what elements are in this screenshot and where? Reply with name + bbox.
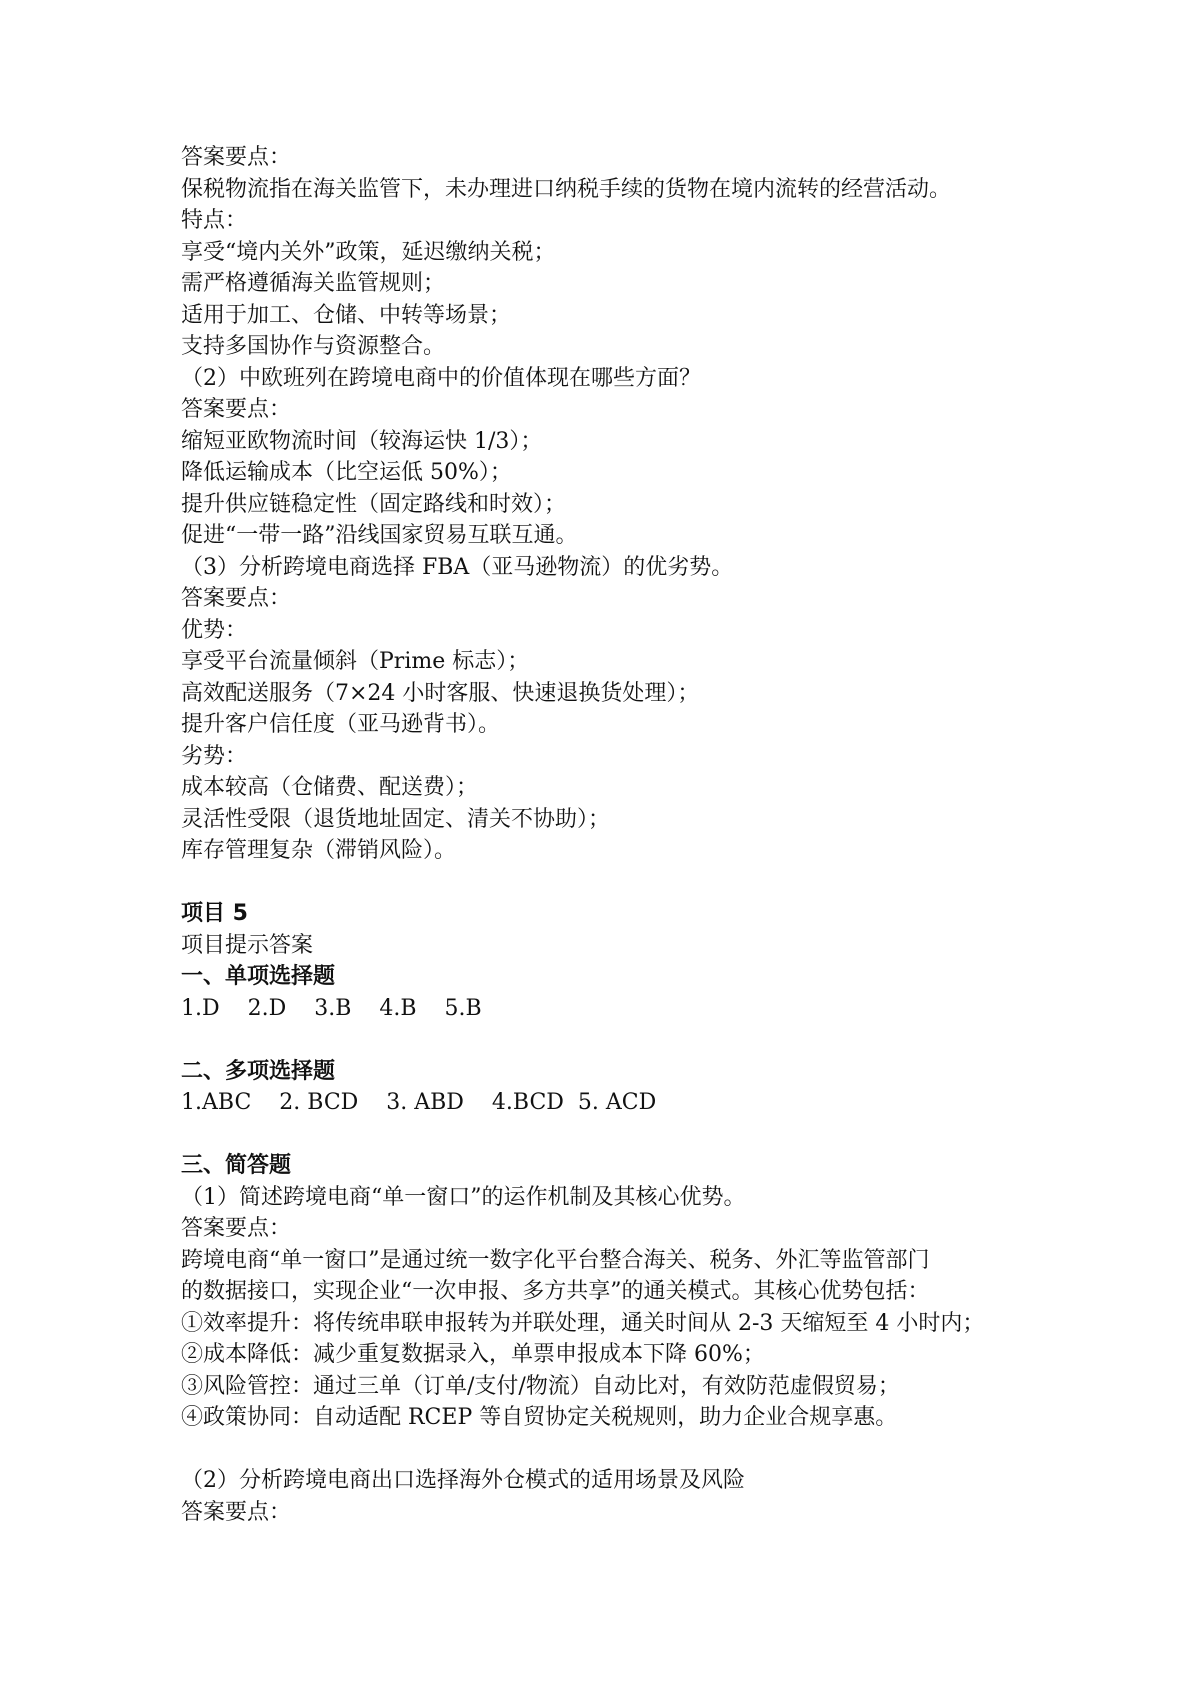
short-answer-question-1: （1）简述跨境电商“单一窗口”的运作机制及其核心优势。 [181, 1184, 746, 1210]
answer-label: 答案要点： [181, 586, 292, 611]
core-advantage-item: ④政策协同：自动适配 RCEP 等自贸协定关税规则，助力企业合规享惠。 [181, 1405, 898, 1430]
core-advantage-item: ②成本降低：减少重复数据录入，单票申报成本下降 60%； [181, 1342, 765, 1367]
feature-item: 享受“境内关外”政策，延迟缴纳关税； [181, 239, 556, 265]
answer-point: 提升供应链稳定性（固定路线和时效）； [181, 491, 567, 517]
document-content [181, 142, 1041, 1528]
single-choice-answers: 1.D 2.D 3.B 4.B 5.B [181, 995, 482, 1021]
spacer [181, 1119, 1041, 1151]
spacer [181, 1024, 1041, 1056]
short-answer-question-2: （2）分析跨境电商出口选择海外仓模式的适用场景及风险 [181, 1468, 745, 1493]
advantage-item: 提升客户信任度（亚马逊背书）。 [181, 712, 501, 737]
answer-label: 答案要点： [181, 1499, 292, 1525]
single-window-intro-line: 跨境电商“单一窗口”是通过统一数字化平台整合海关、税务、外汇等监管部门 [181, 1247, 930, 1273]
bonded-logistics-definition: 保税物流指在海关监管下，未办理进口纳税手续的货物在境内流转的经营活动。 [181, 176, 952, 202]
section-title-single-choice: 一、单项选择题 [181, 964, 336, 989]
disadvantage-item: 成本较高（仓储费、配送费）； [181, 775, 479, 800]
single-window-intro-line: 的数据接口，实现企业“一次申报、多方共享”的通关模式。其核心优势包括： [181, 1279, 930, 1304]
spacer [181, 1434, 1041, 1466]
answer-point: 缩短亚欧物流时间（较海运快 1/3）； [181, 428, 543, 454]
answer-point: 促进“一带一路”沿线国家贸易互联互通。 [181, 523, 578, 548]
core-advantage-item: ①效率提升：将传统串联申报转为并联处理，通关时间从 2-3 天缩短至 4 小时内； [181, 1310, 985, 1336]
project-subtitle: 项目提示答案 [181, 932, 314, 958]
feature-item: 支持多国协作与资源整合。 [181, 334, 446, 359]
section-title-short-answer: 三、简答题 [181, 1153, 292, 1178]
feature-item: 适用于加工、仓储、中转等场景； [181, 302, 512, 328]
core-advantage-item: ③风险管控：通过三单（订单/支付/物流）自动比对，有效防范虚假贸易； [181, 1373, 900, 1399]
answer-point: 降低运输成本（比空运低 50%）； [181, 460, 512, 485]
multiple-choice-answers: 1.ABC 2. BCD 3. ABD 4.BCD 5. ACD [181, 1090, 657, 1115]
answer-label: 答案要点： [181, 145, 292, 170]
disadvantage-item: 灵活性受限（退货地址固定、清关不协助）； [181, 806, 611, 832]
question-2: （2）中欧班列在跨境电商中的价值体现在哪些方面？ [181, 365, 701, 391]
feature-item: 需严格遵循海关监管规则； [181, 271, 446, 296]
features-label: 特点： [181, 208, 248, 233]
disadvantages-label: 劣势： [181, 743, 248, 769]
advantage-item: 享受平台流量倾斜（Prime 标志）； [181, 649, 530, 674]
answer-label: 答案要点： [181, 397, 292, 422]
answer-label: 答案要点： [181, 1216, 292, 1241]
section-title-multiple-choice: 二、多项选择题 [181, 1058, 336, 1084]
disadvantage-item: 库存管理复杂（滞销风险）。 [181, 838, 457, 863]
question-3: （3）分析跨境电商选择 FBA（亚马逊物流）的优劣势。 [181, 554, 734, 580]
advantage-item: 高效配送服务（7×24 小时客服、快速退换货处理）； [181, 680, 700, 706]
advantages-label: 优势： [181, 617, 248, 643]
spacer [181, 867, 1041, 899]
project-title: 项目 5 [181, 901, 248, 926]
